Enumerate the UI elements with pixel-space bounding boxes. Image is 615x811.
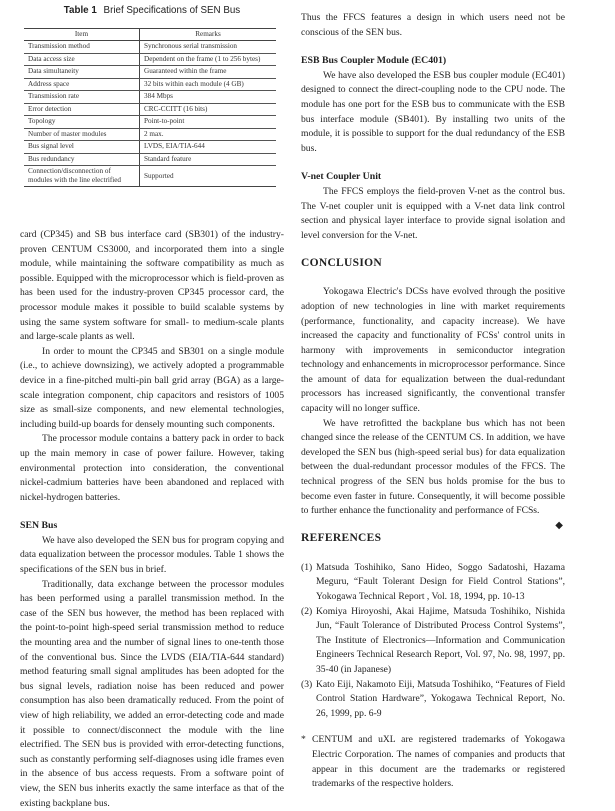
reference-item bbox=[301, 605, 565, 678]
table-row bbox=[24, 153, 276, 166]
table-title: Brief Specifications of SEN Bus bbox=[103, 5, 241, 16]
table-row bbox=[24, 78, 276, 91]
trademark-note bbox=[301, 733, 565, 791]
table-cell-remarks: CRC-CCITT (16 bits) bbox=[140, 103, 277, 116]
table-cell-remarks: LVDS, EIA/TIA-644 bbox=[140, 141, 277, 154]
reference-item bbox=[301, 561, 565, 605]
table-row bbox=[24, 53, 276, 66]
body-paragraph: In order to mount the CP345 and SB301 on a single module (i.e., to achieve downsizing), we actively adopted a programmable device in a fine-pitched multi-pin ball grid array (BGA) as a large-scale integration component, chip capacitors and resistors of 1005 size as small-size components, and new elemental technologies, including build-up boards for densely mounting such components. bbox=[20, 345, 284, 430]
reference-number: (2) bbox=[301, 605, 313, 617]
table-label: Table 1 bbox=[63, 5, 97, 16]
section-heading-conclusion: CONCLUSION bbox=[301, 257, 382, 270]
table-cell-item: Data access size bbox=[24, 53, 140, 66]
reference-text: Komiya Hiroyoshi, Akai Hajime, Matsuda Toshihiko, Nishida Jun, “Fault Tolerance of Distributed Process Control Systems”, The Institute of Electronics—Information and Communication Engineers Technical Research Report, Vol. 97, No. 98, 1997, pp. 35-40 (in Japanese) bbox=[316, 605, 565, 675]
table-cell-item: Data simultaneity bbox=[24, 66, 140, 79]
reference-item bbox=[301, 678, 565, 722]
section-heading-vnet-coupler: V-net Coupler Unit bbox=[301, 171, 382, 183]
reference-number: (3) bbox=[301, 678, 313, 690]
table-caption bbox=[20, 5, 284, 16]
reference-text: Matsuda Toshihiko, Sano Hideo, Soggo Sadatoshi, Hazama Meguru, “Fault Tolerant Design for Field Control Stations”, Yokogawa Technical Report , Vol. 18, 1994, pp. 10-13 bbox=[316, 561, 565, 602]
right-column bbox=[301, 11, 565, 792]
table-cell-remarks: 32 bits within each module (4 GB) bbox=[140, 78, 277, 91]
column-header-item: Item bbox=[24, 29, 140, 41]
table-cell-item: Address space bbox=[24, 78, 140, 91]
table-cell-item: Number of master modules bbox=[24, 128, 140, 141]
body-paragraph: Thus the FFCS features a design in which users need not be conscious of the SEN bus. bbox=[301, 12, 565, 38]
end-of-article-diamond-icon: ◆ bbox=[555, 519, 563, 531]
conclusion-text: We have retrofitted the backplane bus which has not been changed since the release of the CENTUM CS. In addition, we have developed the SEN bus (high-speed serial bus) for data equalization between the dual-redundant processor modules of the FFCS. The technical progress of the SEN bus holds promise for the bus to become even faster in future. Consequently, it will become possible to further enhance the functionality and performance of FCSs. bbox=[301, 417, 565, 517]
table-cell-item: Transmission rate bbox=[24, 91, 140, 104]
table-cell-remarks: Supported bbox=[140, 166, 277, 187]
table-cell-item: Bus redundancy bbox=[24, 153, 140, 166]
table-cell-remarks: Synchronous serial transmission bbox=[140, 41, 277, 54]
table-cell-item: Error detection bbox=[24, 103, 140, 116]
table-cell-item: Transmission method bbox=[24, 41, 140, 54]
table-cell-remarks: Guaranteed within the frame bbox=[140, 66, 277, 79]
table-cell-item: Bus signal level bbox=[24, 141, 140, 154]
section-heading-references: REFERENCES bbox=[301, 531, 382, 544]
reference-number: (1) bbox=[301, 561, 313, 573]
body-paragraph: card (CP345) and SB bus interface card (SB301) of the industry-proven CENTUM CS3000, and incorporated them into a single module, while maintaining the software compatibility as much as possible. Equipped with the microprocessor which is field-proven as has been used for the industry-proven CP345 processor card, the processor module makes it possible to build scalable systems by using the same system software for small- to medium-scale plants and large-scale plants as well. bbox=[20, 229, 284, 343]
references-list bbox=[301, 561, 565, 722]
table-cell-remarks: 384 Mbps bbox=[140, 91, 277, 104]
table-row bbox=[24, 116, 276, 129]
table-cell-remarks: 2 max. bbox=[140, 128, 277, 141]
table-cell-remarks: Dependent on the frame (1 to 256 bytes) bbox=[140, 53, 277, 66]
spec-table bbox=[24, 28, 276, 187]
body-paragraph: Traditionally, data exchange between the processor modules has been performed using a parallel transmission method. In the case of the SEN bus however, the method has been replaced with the point-to-point high-speed serial transmission method to reduce the mounting area and the number of signal lines to one-tenth those of the conventional bus. Since the LVDS (EIA/TIA-644 standard) method featuring small signal amplitudes has been adopted for the bus signal levels, radiation noise has been reduced and power consumption has also been dramatically reduced. From the point of view of high reliability, we added an error-detecting code and made it possible to connect/disconnect the module with the line electrified. The SEN bus is provided with error-detecting functions, such as constantly performing self-diagnoses using idle frames even in the absence of bus access requests. From a software point of view, the SEN bus inherits exactly the same interface as that of the existing backplane bus. bbox=[20, 578, 284, 809]
body-paragraph: We have also developed the ESB bus coupler module (EC401) designed to connect the direct-coupling node to the CPU node. The module has one port for the ESB bus to communicate with the ESB bus interface module (SB401). By installing two units of the module, it is possible to support for the dual redundancy of the ESB bus. bbox=[301, 69, 565, 154]
body-paragraph: We have also developed the SEN bus for program copying and data equalization between the processor modules. Table 1 shows the specifications of the SEN bus in brief. bbox=[20, 534, 284, 576]
table-row bbox=[24, 166, 276, 187]
section-heading-sen-bus: SEN Bus bbox=[20, 520, 58, 532]
table-row bbox=[24, 41, 276, 54]
table-row bbox=[24, 128, 276, 141]
trademark-text: CENTUM and uXL are registered trademarks of Yokogawa Electric Corporation. The names of companies and products that appear in this document are the trademarks or registered trademarks of the respective holders. bbox=[312, 734, 565, 790]
table-cell-item: Connection/disconnection of modules with the line electrified bbox=[24, 166, 140, 187]
table-row bbox=[24, 103, 276, 116]
body-paragraph: The processor module contains a battery pack in order to back up the main memory in case of power failure. However, taking environmental protection into consideration, the conventional nickel-cadmium batteries have been abandoned and replaced with nickel-hydrogen batteries. bbox=[20, 433, 284, 503]
body-paragraph bbox=[301, 417, 565, 531]
body-paragraph: Yokogawa Electric's DCSs have evolved through the positive adoption of new technologies in line with market requirements (performance, functionality, and capacity increase). We have increased the capacity and functionality of FCSs' control units in harmony with improvements in semiconductor integration technology and enhancements in microprocessor performance. Since the amount of data for equalization between the dual-redundant processors has increased significantly, the conventional transfer capacity will no longer suffice. bbox=[301, 286, 565, 415]
asterisk-mark: * bbox=[301, 734, 306, 746]
section-heading-esb-coupler: ESB Bus Coupler Module (EC401) bbox=[301, 55, 447, 67]
table-header-row bbox=[24, 29, 276, 41]
column-header-remarks: Remarks bbox=[140, 29, 277, 41]
table-row bbox=[24, 66, 276, 79]
table-cell-remarks: Standard feature bbox=[140, 153, 277, 166]
body-paragraph: The FFCS employs the field-proven V-net as the control bus. The V-net coupler unit is equipped with a V-net data link control section and physical layer interface to provide signal isolation and level conversion for the V-net. bbox=[301, 185, 565, 241]
table-cell-remarks: Point-to-point bbox=[140, 116, 277, 129]
table-row bbox=[24, 141, 276, 154]
reference-text: Kato Eiji, Nakamoto Eiji, Matsuda Toshihiko, “Features of Field Control Station Hardware”, Yokogawa Technical Report, No. 26, 1999, pp. 6-9 bbox=[316, 678, 565, 719]
table-cell-item: Topology bbox=[24, 116, 140, 129]
left-column bbox=[20, 228, 284, 811]
table-row bbox=[24, 91, 276, 104]
